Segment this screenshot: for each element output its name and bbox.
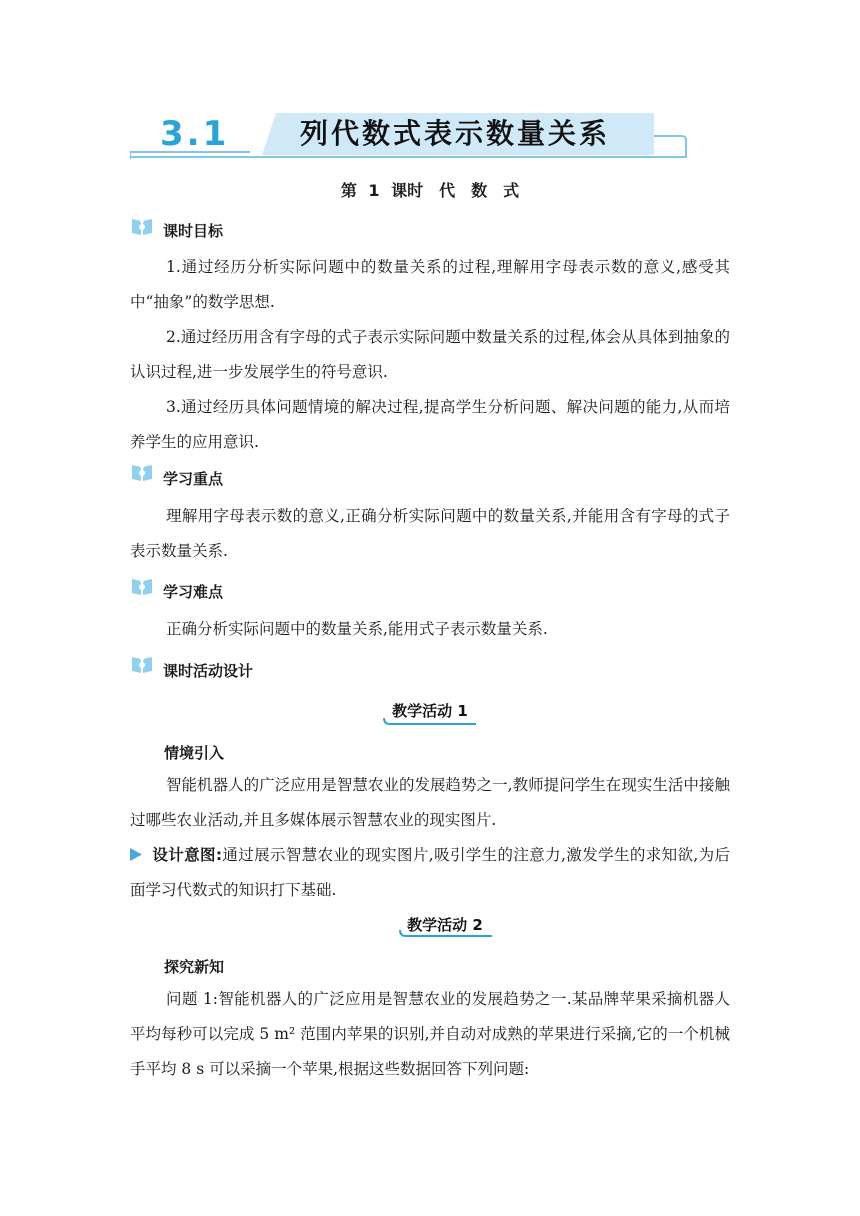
lesson-title: 第 1 课时 代 数 式 — [340, 181, 520, 200]
chapter-number: 3.1 — [160, 114, 230, 154]
goal-item-1: 1.通过经历分析实际问题中的数量关系的过程,理解用字母表示数的意义,感受其中“抽象”的数学思想. — [130, 258, 730, 311]
design-intent-text: 通过展示智慧农业的现实图片,吸引学生的注意力,激发学生的求知欲,为后面学习代数式的知识打下基础. — [130, 846, 730, 899]
activity-2-subtitle: 探究新知 — [164, 958, 225, 976]
goals-title: 课时目标 — [163, 222, 224, 240]
chapter-title: 列代数式表示数量关系 — [300, 117, 611, 150]
play-triangle-icon — [130, 848, 142, 861]
goal-item-2: 2.通过经历用含有字母的式子表示实际问题中数量关系的过程,体会从具体到抽象的认识过程,进一步发展学生的符号意识. — [130, 328, 730, 381]
activity-2-text: 问题 1:智能机器人的广泛应用是智慧农业的发展趋势之一.某品牌苹果采摘机器人平均每秒可以完成 5 m² 范围内苹果的识别,并自动对成熟的苹果进行采摘,它的一个机械手平均 8 s 可以采摘一个苹果,根据这些数据回答下列问题: — [130, 990, 730, 1078]
book-icon — [131, 216, 153, 236]
activity-design-title: 课时活动设计 — [163, 662, 254, 680]
activity-1-subtitle: 情境引入 — [164, 744, 225, 762]
book-icon — [131, 462, 153, 482]
badge-underline — [398, 930, 494, 938]
difficulties-text: 正确分析实际问题中的数量关系,能用式子表示数量关系. — [166, 620, 548, 638]
activity-1-text: 智能机器人的广泛应用是智慧农业的发展趋势之一,教师提问学生在现实生活中接触过哪些农业活动,并且多媒体展示智慧农业的现实图片. — [130, 776, 730, 829]
activity-2-badge: 教学活动 2 — [407, 916, 483, 934]
design-intent-label: 设计意图: — [152, 846, 223, 864]
badge-underline — [382, 718, 478, 726]
book-icon — [131, 576, 153, 596]
difficulties-title: 学习难点 — [163, 583, 224, 601]
design-intent — [130, 838, 730, 908]
key-points-text: 理解用字母表示数的意义,正确分析实际问题中的数量关系,并能用含有字母的式子表示数量关系. — [130, 507, 730, 560]
key-points-title: 学习重点 — [163, 470, 224, 488]
book-icon — [131, 654, 153, 674]
goal-item-3: 3.通过经历具体问题情境的解决过程,提高学生分析问题、解决问题的能力,从而培养学生的应用意识. — [130, 398, 730, 451]
activity-1-badge: 教学活动 1 — [392, 702, 468, 720]
